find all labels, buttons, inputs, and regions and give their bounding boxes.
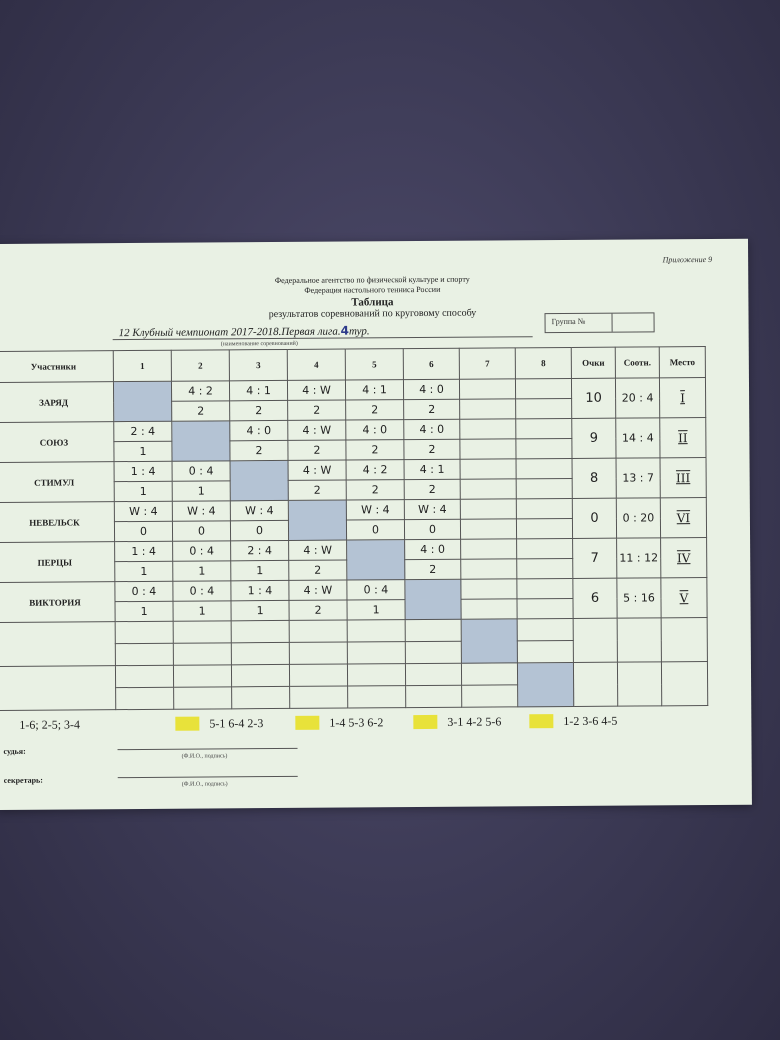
match-score [173,665,231,687]
match-points [232,686,290,708]
match-points [462,685,518,707]
table-row [0,498,706,523]
match-points: 2 [288,400,346,420]
diagonal-cell [517,662,573,706]
match-points: 2 [346,440,404,460]
match-score: 1 : 4 [231,580,289,600]
participant-name: ЗАРЯД [0,382,114,423]
match-score: 2 : 4 [114,421,172,441]
round-2: 5-1 6-4 2-3 [209,716,264,731]
match-score [347,664,405,686]
match-score: 4 : 1 [404,459,460,479]
match-points [460,439,516,459]
match-points: 0 [172,521,230,541]
games-ratio: 13 : 7 [616,458,660,498]
match-score: 4 : W [289,540,347,560]
column-header-5: 5 [345,349,403,380]
total-points: 8 [572,458,616,498]
match-score [516,458,572,478]
games-ratio: 5 : 16 [617,578,661,618]
diagonal-cell [288,500,346,540]
results-sheet [0,239,752,810]
match-score: W : 4 [346,500,404,520]
total-points [573,662,617,706]
annex-label: Приложение 9 [662,254,713,265]
match-score [289,620,347,642]
column-header-4: 4 [287,349,345,380]
match-points [348,686,406,708]
match-score: 4 : 1 [345,380,403,400]
column-header-1: 1 [113,350,171,381]
final-place: I [659,378,705,418]
match-points: 0 [346,520,404,540]
judge-signature-line [118,748,298,750]
match-points: 2 [288,480,346,500]
column-header-9: Очки [571,347,615,378]
final-place [661,618,707,662]
match-score [231,664,289,686]
match-score: 4 : 0 [404,419,460,439]
table-row [0,418,706,443]
match-score: 4 : 0 [403,379,459,399]
table-row [0,538,707,563]
total-points: 10 [571,378,615,418]
match-points [405,641,461,663]
match-points [116,687,174,709]
round-marker-2 [175,717,199,731]
round-schedule [19,713,719,736]
match-score: 2 : 4 [231,540,289,560]
participant-name: ВИКТОРИЯ [0,582,115,623]
match-score: 4 : 0 [346,420,404,440]
games-ratio: 11 : 12 [617,538,661,578]
secretary-signature-line [118,776,298,778]
total-points: 7 [573,538,617,578]
match-score [459,379,515,399]
match-points: 1 [114,481,172,501]
match-score [516,498,572,518]
match-points [174,687,232,709]
diagonal-cell [230,460,288,500]
diagonal-cell [461,619,517,663]
match-points: 2 [289,560,347,580]
match-score [289,664,347,686]
match-points [516,518,572,538]
match-points: 2 [404,399,460,419]
match-score [461,663,517,685]
match-score [517,578,573,598]
round-marker-4 [413,715,437,729]
match-score: 1 : 4 [115,541,173,561]
match-score [115,665,173,687]
match-points: 2 [230,400,288,420]
participant-name: СОЮЗ [0,422,114,463]
match-points [115,643,173,665]
diagonal-cell [347,540,405,580]
match-points [516,398,572,418]
match-points [461,599,517,619]
empty-row [0,662,708,689]
match-points [517,598,573,618]
column-header-6: 6 [403,348,459,379]
match-points: 2 [346,480,404,500]
match-points [516,438,572,458]
total-points: 6 [573,578,617,618]
total-points: 0 [572,498,616,538]
diagonal-cell [405,579,461,619]
match-points: 0 [114,521,172,541]
participant-name: НЕВЕЛЬСК [0,502,115,543]
games-ratio: 20 : 4 [615,378,659,418]
match-points [347,642,405,664]
match-points: 2 [289,600,347,620]
match-points [517,640,573,662]
match-points [289,642,347,664]
column-header-7: 7 [459,348,515,379]
secretary-label: секретарь: [3,775,43,785]
match-score: 0 : 4 [173,581,231,601]
match-score [460,419,516,439]
match-points [406,685,462,707]
participant-name [0,666,116,711]
sheet-subtitle: результатов соревнований по круговому способу [268,307,477,321]
final-place: V [661,578,707,618]
match-score: 4 : W [288,420,346,440]
match-score [405,663,461,685]
match-score [517,618,573,640]
final-place: III [660,458,706,498]
column-header-11: Место [659,347,705,378]
agency-name: Федеральное агентство по физической культуре и спорту [274,274,470,286]
diagonal-cell [113,381,171,421]
match-points: 2 [172,401,230,421]
group-number-field [612,313,655,331]
judge-label: судья: [3,746,26,756]
match-points: 1 [173,601,231,621]
match-points: 2 [404,439,460,459]
match-score [460,459,516,479]
match-points: 1 [114,441,172,461]
match-score: 4 : 2 [171,381,229,401]
table-row [0,458,706,483]
match-score: 4 : 0 [230,420,288,440]
match-points: 2 [230,440,288,460]
column-header-3: 3 [229,349,287,380]
diagonal-cell [172,421,230,461]
match-points [460,519,516,539]
match-points: 0 [404,519,460,539]
games-ratio [617,618,661,662]
round-5: 1-2 3-6 4-5 [563,713,618,729]
match-score [347,620,405,642]
participant-name [0,622,115,667]
round-4: 3-1 4-2 5-6 [447,714,502,729]
federation-name: Федерация настольного тенниса России [304,284,441,295]
final-place [661,662,707,706]
match-points [460,399,516,419]
match-score: 4 : 1 [229,380,287,400]
match-score: W : 4 [172,501,230,521]
match-score: W : 4 [230,500,288,520]
match-points [517,558,573,578]
competition-note: (наименование соревнований) [220,340,298,348]
final-place: II [660,418,706,458]
round-marker-5 [529,714,553,728]
match-score [115,621,173,643]
match-score [231,620,289,642]
match-points: 2 [346,400,404,420]
total-points [573,618,617,662]
match-score [515,378,571,398]
round-1: 1-6; 2-5; 3-4 [19,717,81,732]
sheet-title: Таблица [351,296,394,309]
match-points: 2 [405,559,461,579]
match-score [516,418,572,438]
match-score: 0 : 4 [173,541,231,561]
column-header-2: 2 [171,350,229,381]
final-place: IV [661,538,707,578]
match-score: 4 : 2 [346,460,404,480]
judge-signature-note: (Ф.И.О., подпись) [181,753,228,760]
match-points: 1 [347,600,405,620]
match-score: 4 : W [288,460,346,480]
match-score: 0 : 4 [172,461,230,481]
group-box [544,312,654,333]
match-points: 2 [288,440,346,460]
match-score: 4 : 0 [405,539,461,559]
match-points: 1 [173,561,231,581]
match-points: 0 [230,520,288,540]
match-points: 1 [115,601,173,621]
match-points [516,478,572,498]
match-points: 1 [231,600,289,620]
tour-word: тур. [348,325,370,338]
games-ratio: 0 : 20 [616,498,660,538]
match-score [405,619,461,641]
games-ratio: 14 : 4 [616,418,660,458]
table-row [0,378,706,403]
match-score: 0 : 4 [347,580,405,600]
table-row [0,578,707,603]
round-3: 1-4 5-3 6-2 [329,715,384,730]
column-header-0: Участники [0,351,113,383]
match-score [517,538,573,558]
secretary-signature-note: (Ф.И.О., подпись) [181,781,228,788]
match-score [460,499,516,519]
participant-name: ПЕРЦЫ [0,542,115,583]
match-points [173,643,231,665]
total-points: 9 [572,418,616,458]
match-score [461,539,517,559]
match-points [460,479,516,499]
round-marker-3 [295,716,319,730]
match-score [461,579,517,599]
participant-name: СТИМУЛ [0,462,114,503]
match-score [173,621,231,643]
match-points: 2 [404,479,460,499]
group-label: Группа № [551,316,586,327]
match-score: 4 : W [287,380,345,400]
final-place: VI [660,498,706,538]
tour-number: 4 [340,323,349,338]
empty-row [0,618,707,645]
match-points [290,686,348,708]
match-points [231,642,289,664]
match-score: 1 : 4 [114,461,172,481]
match-score: 4 : W [289,580,347,600]
column-header-10: Соотн. [615,347,659,378]
column-header-8: 8 [515,347,571,378]
results-table [0,346,708,711]
match-points [461,559,517,579]
match-score: 0 : 4 [115,581,173,601]
match-score: W : 4 [404,499,460,519]
competition-title: 12 Клубный чемпионат 2017-2018.Первая лига. [118,325,341,340]
match-points: 1 [231,560,289,580]
table-header-row [0,347,705,383]
games-ratio [617,662,661,706]
match-score: W : 4 [114,501,172,521]
match-points: 1 [172,481,230,501]
match-points: 1 [115,561,173,581]
